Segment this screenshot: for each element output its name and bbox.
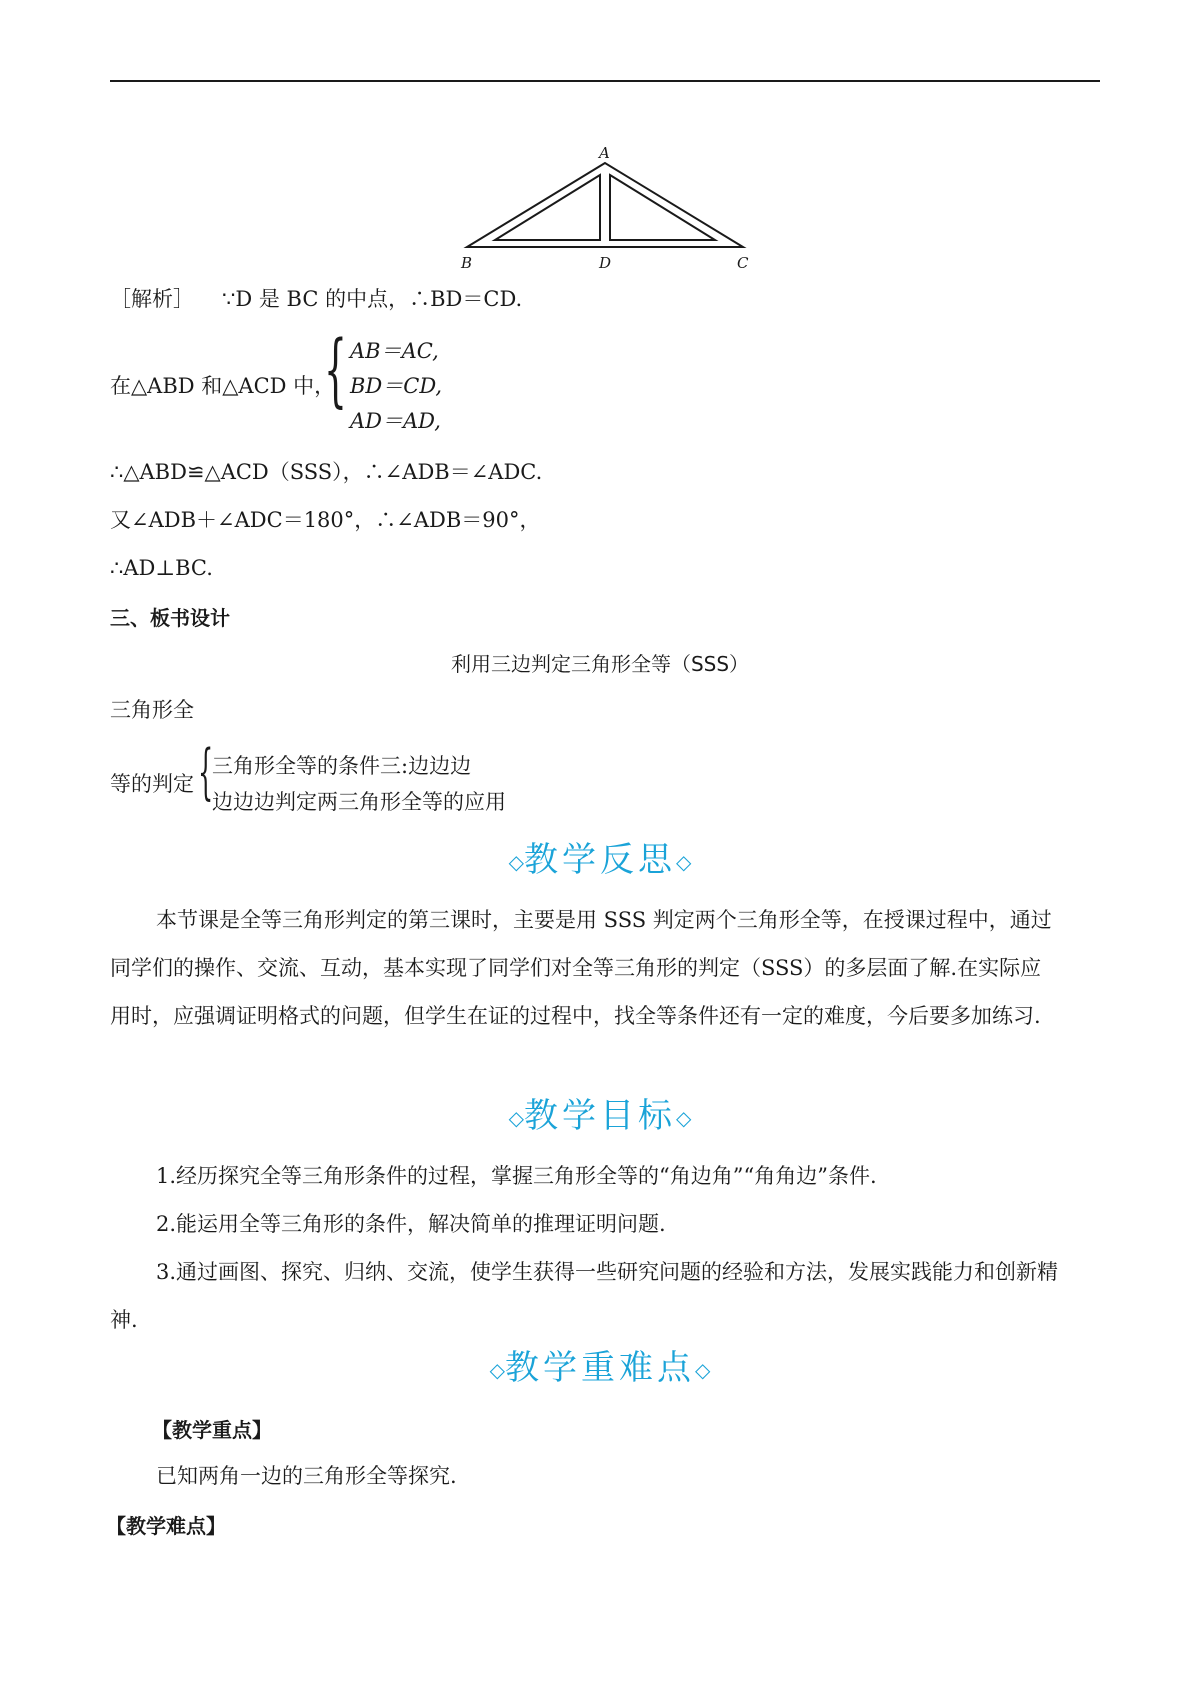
board-item-1: 三角形全等的条件三:边边边 [212, 754, 472, 778]
diamond-left-icon: ◇ [489, 1358, 505, 1382]
vertex-label-a: A [599, 145, 610, 162]
focus-label: 【教学重点】 [152, 1418, 272, 1442]
triangle-figure [455, 145, 755, 275]
reflection-line-1: 本节课是全等三角形判定的第三课时，主要是用 SSS 判定两个三角形全等，在授课过程中，通过 [156, 908, 1052, 932]
reflection-heading-text: 教学反思 [524, 840, 676, 880]
system-eq-2: BD＝CD, [350, 374, 443, 398]
vertex-label-c: C [737, 254, 749, 272]
objective-item-1: 1.经历探究全等三角形条件的过程，掌握三角形全等的“角边角”“角角边”条件. [156, 1164, 877, 1188]
vertex-label-d: D [599, 254, 612, 272]
board-section-title: 三、板书设计 [110, 606, 230, 630]
diamond-left-icon: ◇ [508, 850, 524, 874]
system-eq-1: AB＝AC, [350, 339, 439, 363]
board-item-2: 边边边判定两三角形全等的应用 [212, 790, 506, 814]
solution-tag: ［解析］ [110, 287, 194, 311]
board-brace: { [198, 737, 214, 807]
solution-intro: 在△ABD 和△ACD 中， [110, 374, 336, 398]
solution-reason: ∵D 是 BC 的中点，∴BD＝CD. [222, 287, 523, 311]
system-brace: { [324, 323, 347, 416]
solution-line-4: 又∠ADB＋∠ADC＝180°，∴∠ADB＝90°， [110, 508, 541, 532]
reflection-line-2: 同学们的操作、交流、互动，基本实现了同学们对全等三角形的判定（SSS）的多层面了解.在实际应 [110, 956, 1042, 980]
focus-text: 已知两角一边的三角形全等探究. [156, 1464, 457, 1488]
diamond-right-icon: ◇ [676, 850, 692, 874]
board-center-title: 利用三边判定三角形全等（SSS） [450, 652, 750, 676]
keypoints-heading [0, 1346, 1200, 1392]
solution-line-1 [110, 285, 522, 313]
difficulty-label: 【教学难点】 [106, 1514, 226, 1538]
objective-item-3-cont: 神. [110, 1308, 138, 1332]
reflection-heading [0, 838, 1200, 884]
objectives-heading [0, 1094, 1200, 1140]
reflection-line-3: 用时，应强调证明格式的问题，但学生在证的过程中，找全等条件还有一定的难度，今后要多加练习. [110, 1004, 1041, 1028]
solution-line-3: ∴△ABD≌△ACD（SSS），∴∠ADB＝∠ADC. [110, 460, 543, 484]
objective-item-3: 3.通过画图、探究、归纳、交流，使学生获得一些研究问题的经验和方法，发展实践能力和创新精 [156, 1260, 1059, 1284]
objectives-heading-text: 教学目标 [524, 1096, 676, 1136]
system-eq-3: AD＝AD, [350, 409, 441, 433]
vertex-label-b: B [461, 254, 473, 272]
solution-line-5: ∴AD⊥BC. [110, 556, 213, 580]
objective-item-2: 2.能运用全等三角形的条件，解决简单的推理证明问题. [156, 1212, 666, 1236]
keypoints-heading-text: 教学重难点 [505, 1348, 695, 1388]
diamond-right-icon: ◇ [676, 1106, 692, 1130]
board-left-line-2: 等的判定 [110, 772, 194, 796]
header-rule [110, 80, 1100, 82]
board-left-line-1: 三角形全 [110, 698, 194, 722]
diamond-left-icon: ◇ [508, 1106, 524, 1130]
diamond-right-icon: ◇ [695, 1358, 711, 1382]
